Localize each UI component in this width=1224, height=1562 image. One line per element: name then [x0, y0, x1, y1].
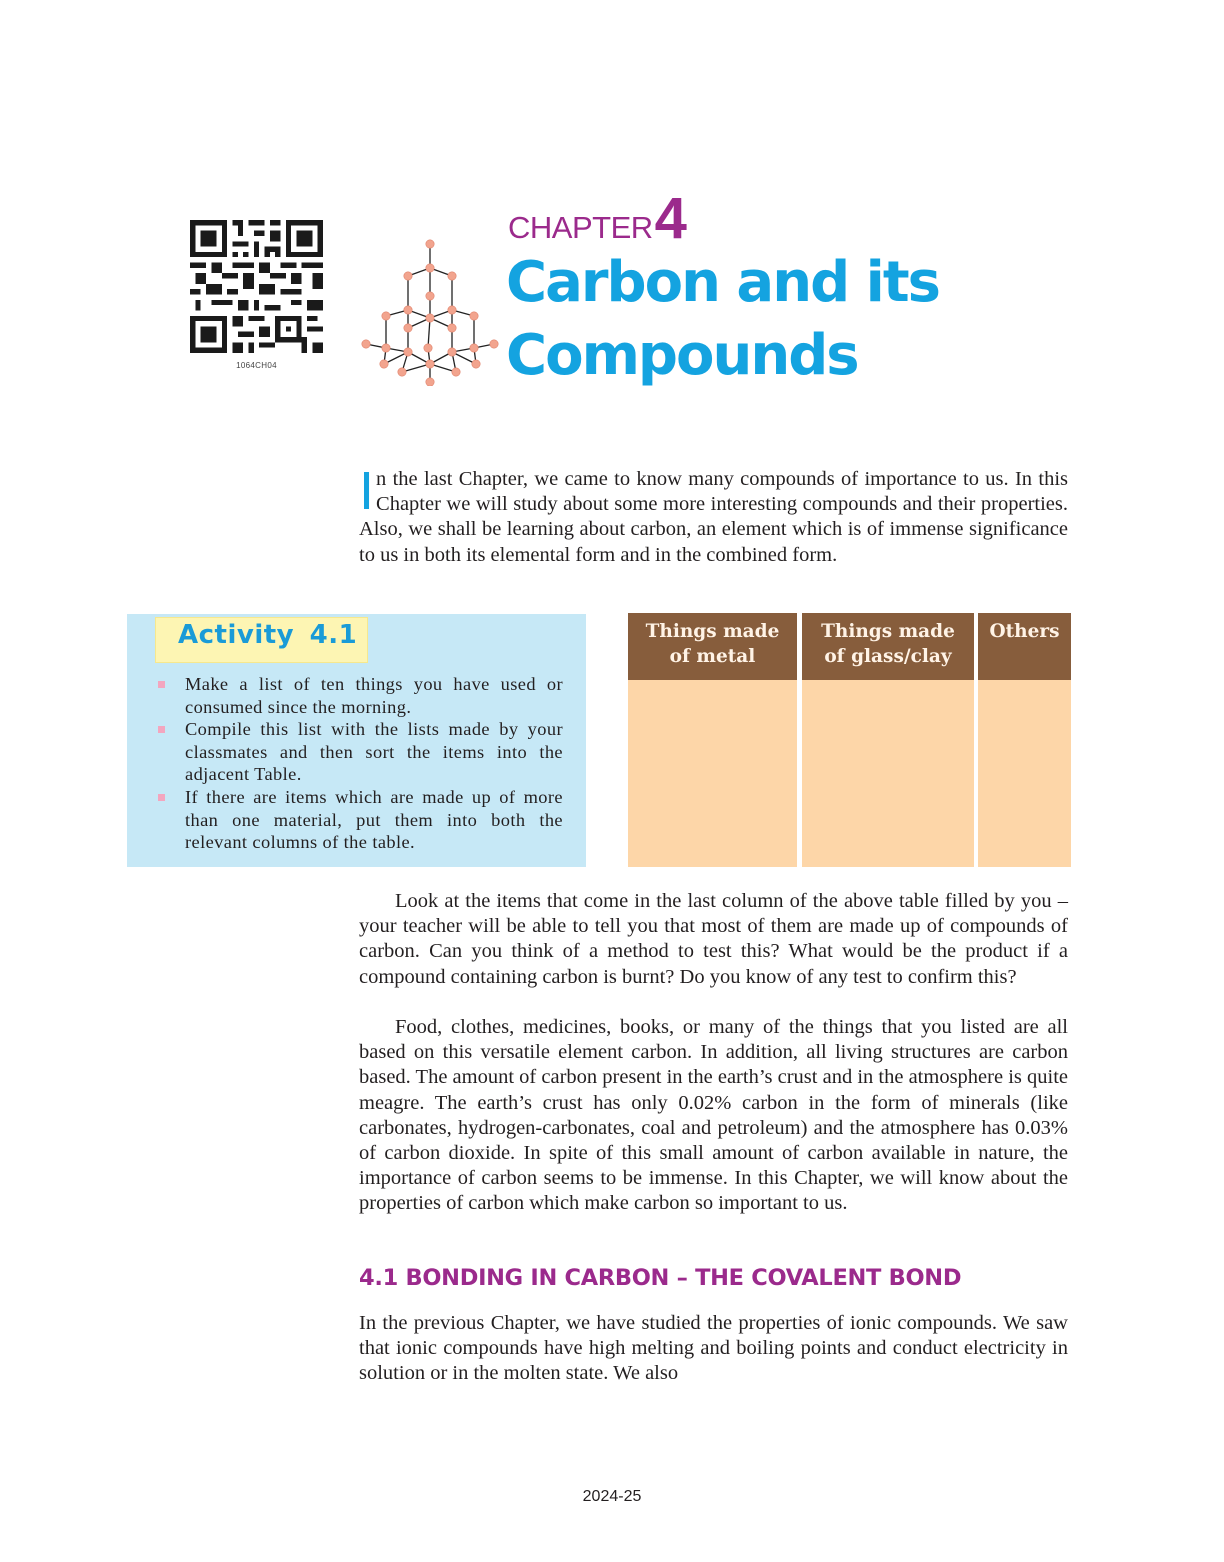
paragraph-look: Look at the items that come in the last column of the above table filled by you – your teacher will be able to tell you that most of them are made up of compounds of carbon. Can you think of a method to test this? What would be the product if a compound containing carbon is burnt? Do you know of any test to confirm this? — [359, 890, 1068, 988]
chapter-number: 4 — [654, 186, 687, 251]
paragraph-bonding: In the previous Chapter, we have studied the properties of ionic compounds. We saw that ionic compounds have high melting and boiling points and conduct electricity in solution or in the molten state. We also — [359, 1312, 1068, 1385]
header-line: of glass/clay — [824, 646, 952, 667]
intro-paragraph — [359, 461, 1068, 568]
activity-item — [155, 718, 563, 786]
square-bullet-icon — [158, 726, 165, 733]
activity-title: Activity 4.1 — [178, 620, 358, 650]
table-header — [628, 613, 797, 680]
square-bullet-icon — [158, 794, 165, 801]
section-heading: 4.1 BONDING IN CARBON – THE COVALENT BOND — [359, 1265, 962, 1291]
activity-item — [155, 673, 563, 718]
chapter-title — [506, 246, 939, 392]
table-header — [978, 613, 1071, 680]
chapter-title-line1: Carbon and its — [506, 250, 939, 315]
intro-text: n the last Chapter, we came to know many compounds of importance to us. In this Chapter we will study about some more interesting compounds and their properties. Also, we shall be learning about carbon, an element which is of immense significance to us in both its elemental form and in the combined form. — [359, 468, 1068, 566]
page-footer: 2024-25 — [582, 1488, 642, 1505]
activity-item-text: Compile this list with the lists made by your classmates and then sort the items into the adjacent Table. — [185, 719, 563, 785]
header-line: Others — [989, 621, 1060, 642]
table-column-metal — [628, 613, 797, 867]
table-header — [802, 613, 974, 680]
table-column-others — [978, 613, 1071, 867]
table-cell[interactable] — [802, 680, 974, 867]
table-cell[interactable] — [628, 680, 797, 867]
table-column-glass-clay — [802, 613, 974, 867]
qr-code-label: 1064CH04 — [236, 361, 277, 370]
chapter-word: CHAPTER — [508, 210, 653, 245]
chapter-title-line2: Compounds — [506, 323, 858, 388]
drop-cap: I — [359, 461, 375, 521]
chapter-label — [508, 186, 687, 251]
square-bullet-icon — [158, 681, 165, 688]
paragraph-food: Food, clothes, medicines, books, or many of the things that you listed are all based on this versatile element carbon. In addition, all living structures are carbon based. The amount of carbon present in the earth’s crust and in the atmosphere is quite meagre. The earth’s crust has only 0.02% carbon in the form of minerals (like carbonates, hydrogen-carbonates, coal and petroleum) and the atmosphere has 0.03% of carbon dioxide. In spite of this small amount of carbon available in nature, the importance of carbon seems to be immense. In this Chapter, we will know about the properties of carbon which make carbon so important to us. — [359, 1016, 1068, 1215]
carbon-lattice-icon — [360, 236, 500, 386]
header-line: Things made — [645, 621, 780, 642]
header-line: of metal — [669, 646, 756, 667]
activity-list — [155, 673, 563, 854]
activity-item-text: If there are items which are made up of more than one material, put them into both the relevant columns of the table. — [185, 786, 563, 853]
header-line: Things made — [821, 621, 955, 642]
table-cell[interactable] — [978, 680, 1071, 867]
qr-code-icon[interactable] — [190, 220, 323, 353]
activity-item — [155, 786, 563, 854]
sort-table — [628, 613, 1071, 867]
activity-item-text: Make a list of ten things you have used or consumed since the morning. — [185, 674, 563, 717]
